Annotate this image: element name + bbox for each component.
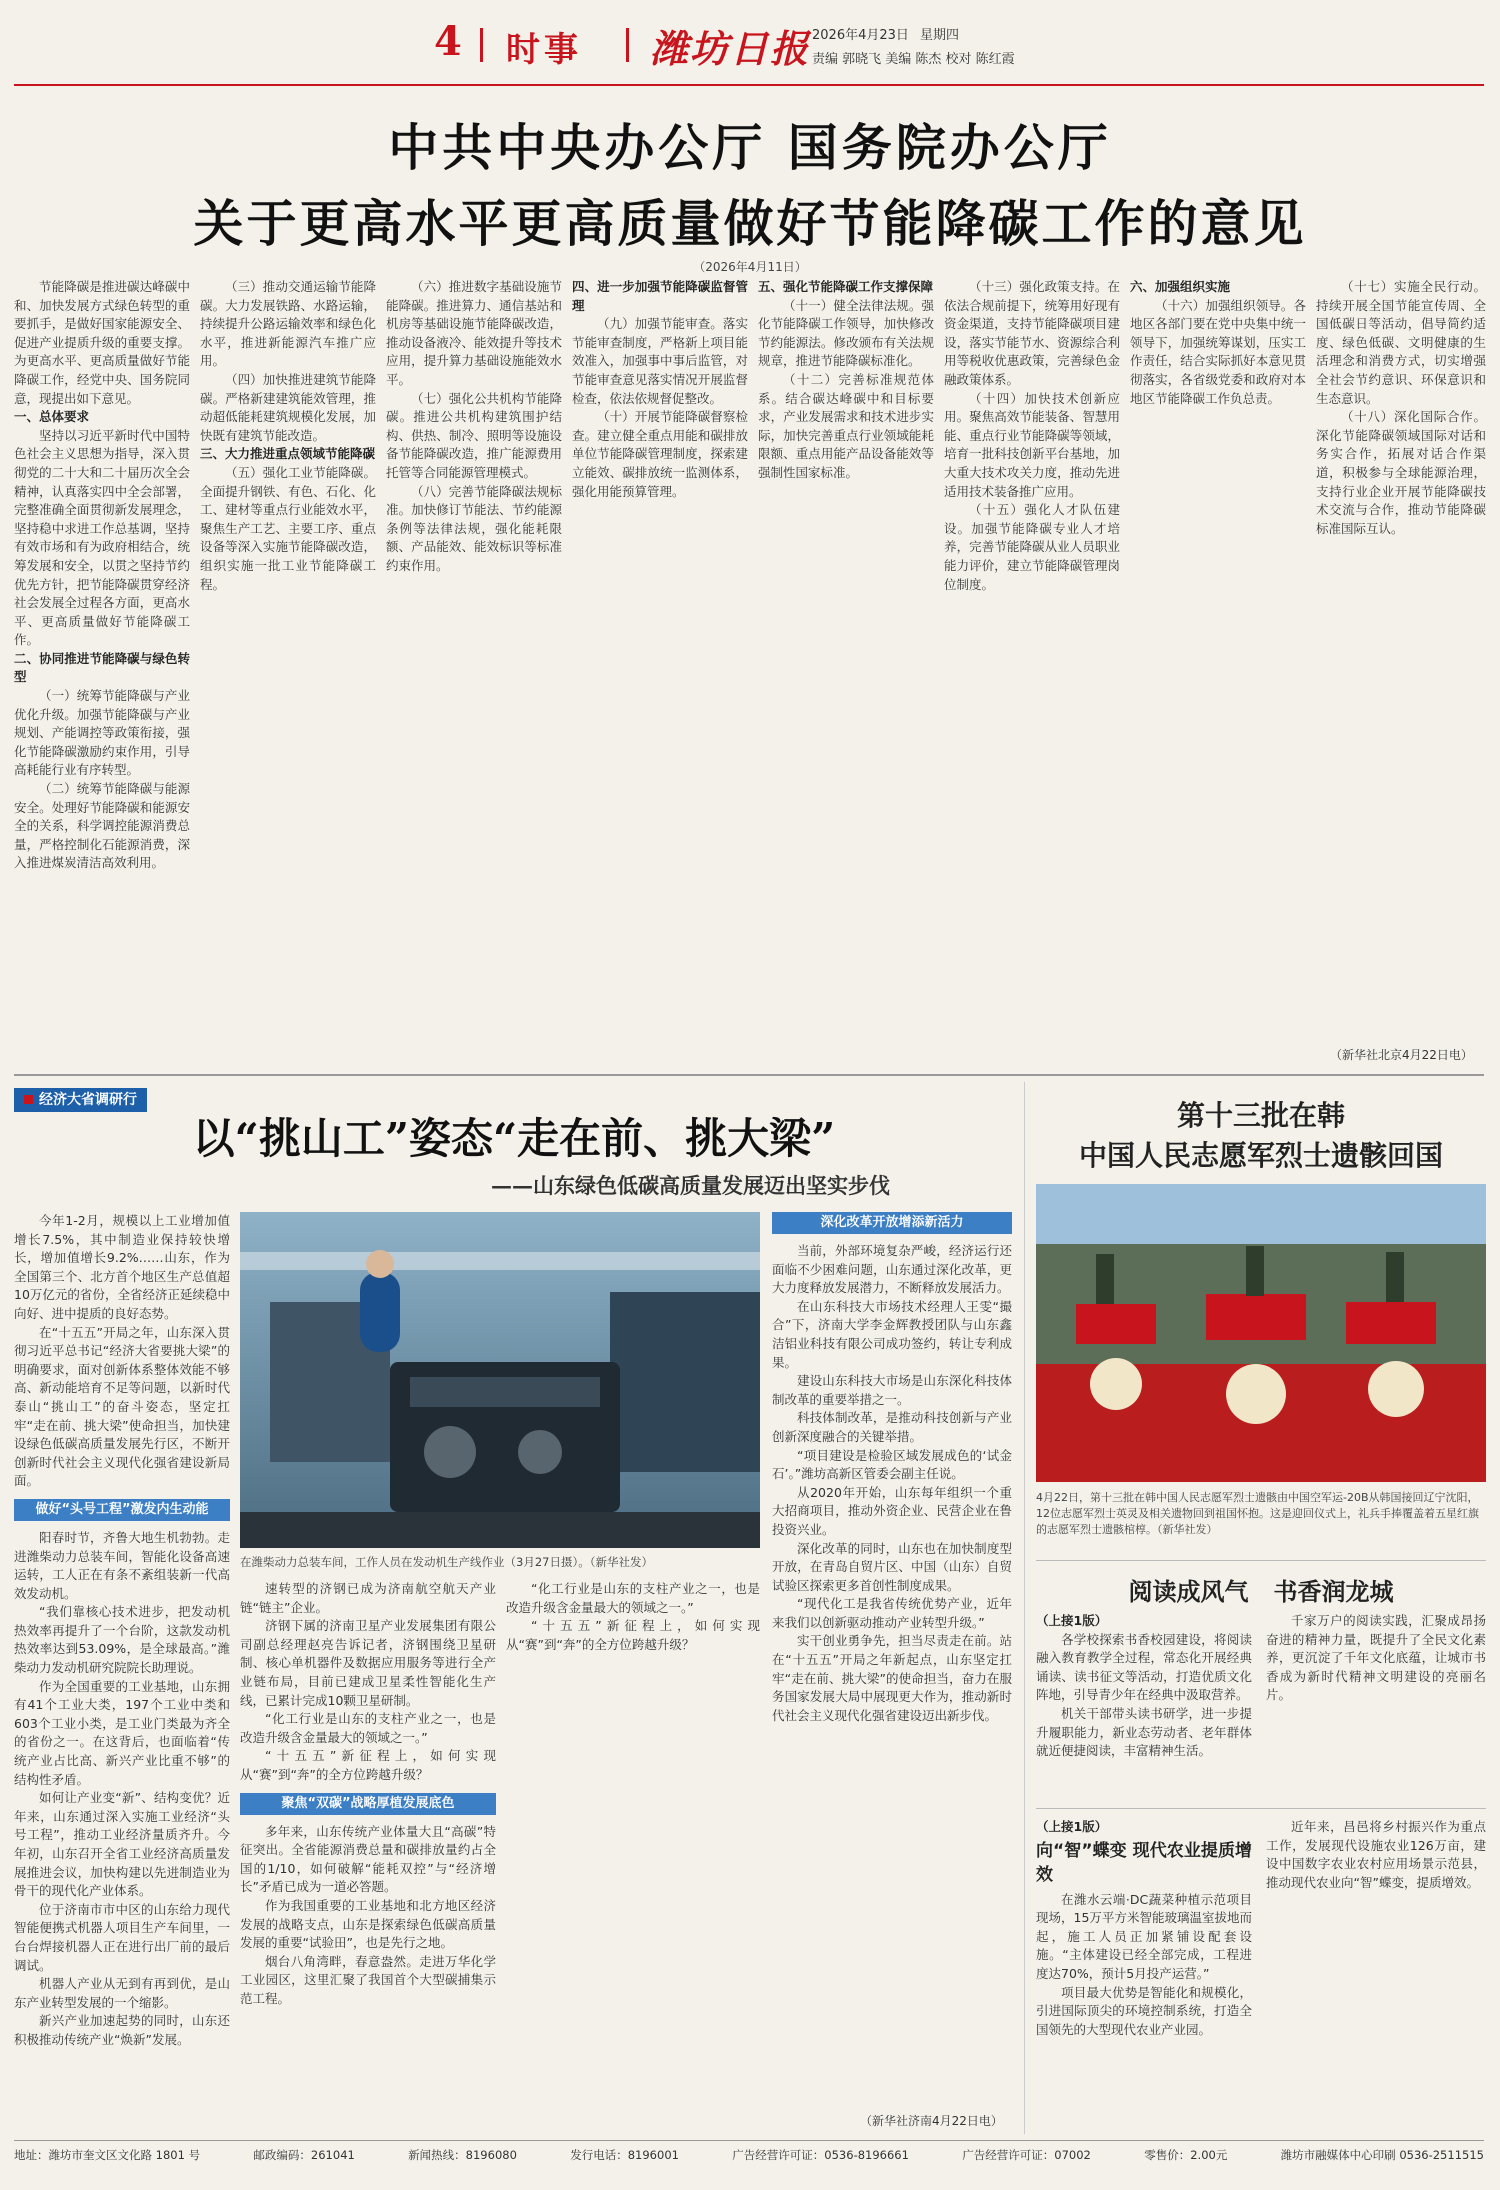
econ-column-1 xyxy=(14,1212,230,2126)
footer-postcode: 邮政编码：261041 xyxy=(253,2148,355,2162)
paragraph: 各学校探索书香校园建设，将阅读融入教育教学全过程，常态化开展经典诵读、读书征文等活动，打造优质文化阵地，引导青少年在经典中汲取营养。 xyxy=(1036,1631,1252,1703)
paragraph: （六）推进数字基础设施节能降碳。推进算力、通信基站和机房等基础设施节能降碳改造，推动设备液冷、能效提升等技术应用，提升算力基础设施能效水平。 xyxy=(386,279,562,387)
section-divider xyxy=(1036,1808,1486,1809)
paragraph: 阳春时节，齐鲁大地生机勃勃。走进潍柴动力总装车间，智能化设备高速运转，工人正在有条不紊组装新一代高效发动机。 xyxy=(14,1529,230,1601)
paragraph: 在潍水云端·DC蔬菜种植示范项目现场，15万平方米智能玻璃温室拔地而起，施工人员正加紧铺设配套设施。“主体建设已经全部完成，工程进度达70%，预计5月投产运营。” xyxy=(1036,1891,1252,1981)
lead-dateline: （2026年4月11日） xyxy=(693,260,807,274)
paragraph: “我们靠核心技术进步，把发动机热效率再提升了一个台阶，这款发动机热效率达到53.09%，是全球最高。”潍柴动力发动机研究院院长助理说。 xyxy=(14,1604,230,1676)
paragraph: 近年来，昌邑将乡村振兴作为重点工作，发展现代设施农业126万亩，建设中国数字农业农村应用场景示范县，推动现代农业向“智”蝶变，提质增效。 xyxy=(1266,1819,1486,1890)
paragraph: 坚持以习近平新时代中国特色社会主义思想为指导，深入贯彻党的二十大和二十届历次全会精神，认真落实四中全会部署，完整准确全面贯彻新发展理念，坚持稳中求进工作总基调，坚持有效市场和有为政府相结合，统筹发展和安全，以贯之坚持节约优先方针，把节能降碳贯穿经济社会发展全过程各方面，更高水平、更高质量做好节能降碳工作。 xyxy=(14,427,190,648)
lead-column-5 xyxy=(758,278,934,1066)
footer-bar xyxy=(14,2140,1484,2169)
paragraph: “十五五”新征程上，如何实现从“赛”到“奔”的全方位跨越升级？ xyxy=(240,1748,496,1782)
paper-logo: 潍坊日报 xyxy=(650,26,811,71)
page-number: 4 xyxy=(434,18,462,65)
column-divider xyxy=(1024,1082,1025,2134)
footer-news-tel: 新闻热线：8196080 xyxy=(408,2148,517,2162)
paragraph: （十四）加快技术创新应用。聚焦高效节能装备、智慧用能、重点行业节能降碳等领域，培育一批科技创新平台基地，加大重大技术攻关力度，推动先进适用技术装备推广应用。 xyxy=(944,390,1120,499)
paragraph: （七）强化公共机构节能降碳。推进公共机构建筑围护结构、供热、制冷、照明等设施设备节能降碳改造，推广能源费用托管等合同能源管理模式。 xyxy=(386,390,562,480)
footer-ad-tel: 广告经营许可证：0536-8196661 xyxy=(732,2148,909,2162)
paragraph: 项目最大优势是智能化和规模化，引进国际顶尖的环境控制系统，打造全国领先的大型现代农业产业园。 xyxy=(1036,1984,1252,2037)
agri-title-2: 现代农业提质增效 xyxy=(1036,1840,1252,1885)
paragraph: 如何让产业变“新”、结构变优？近年来，山东通过深入实施工业经济“头号工程”，推动工业经济量质齐升。今年初，山东召开全省工业经济高质量发展推进会议，加快构建以先进制造业为骨干的现代化产业体系。 xyxy=(14,1790,230,1899)
footer-printer: 潍坊市融媒体中心印刷 0536-2511515 xyxy=(1280,2148,1484,2162)
paragraph: 建设山东科技大市场是山东深化科技体制改革的重要举措之一。 xyxy=(772,1373,1012,1407)
paragraph: 深化改革的同时，山东也在加快制度型开放，在青岛自贸片区、中国（山东）自贸试验区探索更多首创性制度成果。 xyxy=(772,1540,1012,1593)
paragraph: （十六）加强组织领导。各地区各部门要在党中央集中统一领导下，加强统筹谋划，压实工作责任，结合实际抓好本意见贯彻落实，各省级党委和政府对本地区节能降碳工作负总责。 xyxy=(1130,297,1306,406)
sub-head: 深化改革开放增添新活力 xyxy=(772,1212,1012,1234)
paragraph: 位于济南市市中区的山东给力现代智能便携式机器人项目生产车间里，一台台焊接机器人正在进行出厂前的最后调试。 xyxy=(14,1901,230,1973)
paragraph: （十三）强化政策支持。在依法合规前提下，统筹用好现有资金渠道，支持节能降碳项目建设，落实节能节水、资源综合利用等税收优惠政策，完善绿色金融政策体系。 xyxy=(944,279,1120,387)
paragraph: 机器人产业从无到有再到优，是山东产业转型发展的一个缩影。 xyxy=(14,1976,230,2010)
continued-from: （上接1版） xyxy=(1036,1613,1108,1628)
lead-credit: （新华社北京4月22日电） xyxy=(1330,1048,1473,1062)
caption-text: 4月22日，第十三批在韩中国人民志愿军烈士遗骸由中国空军运-20B从韩国接回辽宁沈阳，12位志愿军烈士英灵及相关遗物回到祖国怀抱。这是迎回仪式上，礼兵手捧覆盖着五星红旗的志愿军烈士遗骸棺椁。 xyxy=(1036,1491,1479,1536)
paragraph: 从2020年开始，山东每年组织一个重大招商项目，推动外资企业、民营企业在鲁投资兴业。 xyxy=(772,1484,1012,1537)
paragraph: 新兴产业加速起势的同时，山东还积极推动传统产业“焕新”发展。 xyxy=(14,2013,230,2047)
ceremony-photo xyxy=(1036,1184,1486,1482)
paragraph: 当前，外部环境复杂严峻，经济运行还面临不少困难问题，山东通过深化改革，更大力度释放发展潜力，不断释放发展活力。 xyxy=(772,1243,1012,1296)
paragraph: 今年1-2月，规模以上工业增加值增长7.5%，其中制造业保持较快增长，增加值增长9.2%……山东，作为全国第三个、北方首个地区生产总值超10万亿元的省份，全省经济正延续稳中向好、进中提质的良好态势。 xyxy=(14,1213,230,1321)
caption-credit: （新华社发） xyxy=(1157,1523,1218,1536)
header-rule xyxy=(14,84,1484,86)
paragraph: （十二）完善标准规范体系。结合碳达峰碳中和目标要求，产业发展需求和技术进步实际，加快完善重点行业领域能耗限额、重点用能产品设备能效等强制性国家标准。 xyxy=(758,371,934,480)
econ-subtitle: ——山东绿色低碳高质量发展迈出坚实步伐 xyxy=(491,1173,890,1198)
paragraph: “化工行业是山东的支柱产业之一，也是改造升级含金量最大的领域之一。” xyxy=(240,1711,496,1745)
paragraph: 节能降碳是推进碳达峰碳中和、加快发展方式绿色转型的重要抓手，是做好国家能源安全、促进产业提质升级的重要支撑。为更高水平、更高质量做好节能降碳工作，经党中央、国务院同意，现提出如下意见。 xyxy=(14,279,190,406)
photo-caption: 在潍柴动力总装车间，工作人员在发动机生产线作业（3月27日摄）。（新华社发） xyxy=(240,1555,653,1569)
reading-title-1: 阅读成风气 xyxy=(1128,1577,1249,1606)
paragraph: （五）强化工业节能降碳。全面提升钢铁、有色、石化、化工、建材等重点行业能效水平，聚焦生产工艺、主要工序、重点设备等深入实施节能降碳改造，组织实施一批工业节能降碳工程。 xyxy=(200,464,376,592)
paragraph: 济钢下属的济南卫星产业发展集团有限公司副总经理赵亮告诉记者，济钢围绕卫星研制、核心单机器件及数据应用服务等进行全产业链布局，目前已建成卫星柔性智能化生产线，已累计完成10颗卫星研制。 xyxy=(240,1618,496,1708)
section-heading: 六、加强组织实施 xyxy=(1130,279,1231,294)
paragraph: 作为全国重要的工业基地，山东拥有41个工业大类，197个工业中类和603个工业小类，是工业门类最为齐全的省份之一。在这背后，也面临着“传统产业占比高、新兴产业比重不够”的结构性矛盾。 xyxy=(14,1678,230,1787)
paragraph: 烟台八角湾畔，春意盎然。走进万华化学工业园区，这里汇聚了我国首个大型碳捕集示范工程。 xyxy=(240,1953,496,2006)
lead-column-8 xyxy=(1316,278,1486,1038)
paragraph: （十一）健全法律法规。强化节能降碳工作领导，加快修改节约能源法。修改颁布有关法规规章，推进节能降碳标准化。 xyxy=(758,297,934,369)
econ-credit: （新华社济南4月22日电） xyxy=(860,2114,1003,2128)
section-divider xyxy=(1036,1560,1486,1561)
issue-date: 2026年4月23日 xyxy=(812,28,909,43)
reading-column-1 xyxy=(1036,1612,1252,1798)
engine-factory-photo xyxy=(240,1212,760,1548)
sub-head: 做好“头号工程”激发内生动能 xyxy=(14,1499,230,1521)
footer-address: 地址：潍坊市奎文区文化路 1801 号 xyxy=(14,2148,201,2162)
lead-column-3 xyxy=(386,278,562,1066)
section-heading: 三、大力推进重点领域节能降碳 xyxy=(200,446,376,462)
econ-column-4 xyxy=(772,1212,1012,2110)
lead-column-6 xyxy=(944,278,1120,1066)
lead-column-7 xyxy=(1130,278,1306,1066)
lead-column-4 xyxy=(572,278,748,1066)
econ-column-3 xyxy=(506,1580,760,2126)
paragraph: 速转型的济钢已成为济南航空航天产业链“链主”企业。 xyxy=(240,1581,496,1615)
paragraph: “现代化工是我省传统优势产业，近年来我们以创新驱动推动产业转型升级。” xyxy=(772,1596,1012,1630)
reading-title-2: 书香润龙城 xyxy=(1273,1577,1394,1606)
paragraph: （十七）实施全民行动。持续开展全国节能宣传周、全国低碳日等活动，倡导简约适度、绿色低碳、文明健康的生活理念和消费方式，切实增强全社会节约意识、环保意识和生态意识。 xyxy=(1316,279,1486,406)
agri-column-2 xyxy=(1266,1818,1486,2128)
paragraph: “十五五”新征程上，如何实现从“赛”到“奔”的全方位跨越升级？ xyxy=(506,1618,760,1652)
section-heading: 二、协同推进节能降碳与绿色转型 xyxy=(14,650,190,685)
paragraph: 作为我国重要的工业基地和北方地区经济发展的战略支点，山东是探索绿色低碳高质量发展的重要“试验田”，也是先行之地。 xyxy=(240,1897,496,1951)
paragraph: （三）推动交通运输节能降碳。大力发展铁路、水路运输，持续提升公路运输效率和绿色化水平，推进新能源汽车推广应用。 xyxy=(200,279,376,369)
paragraph: （二）统筹节能降碳与能源安全。处理好节能降碳和能源安全的关系，科学调控能源消费总量，严格控制化石能源消费，深入推进煤炭清洁高效利用。 xyxy=(14,781,190,871)
issue-weekday: 星期四 xyxy=(920,28,960,43)
agri-column-1 xyxy=(1036,1818,1252,2128)
paragraph: （八）完善节能降碳法规标准。加快修订节能法、节约能源条例等法律法规，强化能耗限额、产品能效、能效标识等标准约束作用。 xyxy=(386,483,562,573)
masthead xyxy=(0,0,1500,78)
lead-column-1 xyxy=(14,278,190,1066)
paragraph: （四）加快推进建筑节能降碳。严格新建建筑能效管理，推动超低能耗建筑规模化发展，加快既有建筑节能改造。 xyxy=(200,371,376,443)
paragraph: “化工行业是山东的支柱产业之一，也是改造升级含金量最大的领域之一。” xyxy=(506,1581,760,1615)
section-heading: 五、强化节能降碳工作支撑保障 xyxy=(758,279,934,294)
reading-title xyxy=(1036,1572,1486,1607)
paragraph: “项目建设是检验区域发展成色的‘试金石’。”潍坊高新区管委会副主任说。 xyxy=(772,1447,1012,1482)
section-divider xyxy=(14,1074,1484,1076)
agri-title xyxy=(1036,1839,1252,1887)
divider-bar xyxy=(480,28,483,62)
paragraph: （十五）强化人才队伍建设。加强节能降碳专业人才培养，完善节能降碳从业人员职业能力评价，建立节能降碳管理岗位制度。 xyxy=(944,502,1120,592)
ceremony-caption xyxy=(1036,1490,1486,1538)
divider-bar xyxy=(626,28,629,62)
martyrs-title-2: 中国人民志愿军烈士遗骸回国 xyxy=(1078,1139,1443,1172)
lead-title-line-1: 中共中央办公厅 国务院办公厅 xyxy=(388,118,1112,177)
paragraph: （十八）深化国际合作。深化节能降碳领域国际对话和务实合作，拓展对话合作渠道，积极参与全球能源治理，支持行业企业开展节能降碳技术交流与合作，推动节能降碳标准国际互认。 xyxy=(1316,409,1486,536)
martyrs-title-1: 第十三批在韩 xyxy=(1176,1099,1345,1132)
section-heading: 四、进一步加强节能降碳监督管理 xyxy=(572,279,748,313)
paragraph: （九）加强节能审查。落实节能审查制度，严格新上项目能效准入，加强事中事后监管，对节能审查意见落实情况开展监督检查，依法依规督促整改。 xyxy=(572,316,748,406)
footer-circulation-tel: 发行电话：8196001 xyxy=(570,2148,679,2162)
editor-credits: 责编 郭晓飞 美编 陈杰 校对 陈红霞 xyxy=(812,52,1015,67)
paragraph: （一）统筹节能降碳与产业优化升级。加强节能降碳与产业规划、产能调控等政策衔接，强化节能降碳激励约束作用，引导高耗能行业有序转型。 xyxy=(14,688,190,778)
paragraph: 千家万户的阅读实践，汇聚成昂扬奋进的精神力量，既提升了全民文化素养，更沉淀了千年文化底蕴，让城市书香成为新时代精神文明建设的亮丽名片。 xyxy=(1266,1613,1486,1703)
paragraph: 实干创业勇争先，担当尽责走在前。站在“十五五”开局之年新起点，山东坚定扛牢“走在前、挑大梁”的使命担当，奋力在服务国家发展大局中展现更大作为，推动新时代社会主义现代化强省建设迈出新步伐。 xyxy=(772,1633,1012,1723)
sub-head: 聚焦“双碳”战略厚植发展底色 xyxy=(240,1793,496,1815)
agri-title-1: 向“智”蝶变 xyxy=(1036,1840,1127,1861)
continued-from: （上接1版） xyxy=(1036,1819,1108,1834)
section-heading: 一、总体要求 xyxy=(14,409,90,425)
lead-column-2 xyxy=(200,278,376,1066)
section-tag-label: 经济大省调研行 xyxy=(39,1092,137,1108)
paragraph: 机关干部带头读书研学，进一步提升履职能力，新业态劳动者、老年群体就近便捷阅读，丰富精神生活。 xyxy=(1036,1705,1252,1759)
lead-title-line-2: 关于更高水平更高质量做好节能降碳工作的意见 xyxy=(193,194,1307,253)
paragraph: 科技体制改革，是推动科技创新与产业创新深度融合的关键举措。 xyxy=(772,1410,1012,1444)
econ-column-2 xyxy=(240,1580,496,2126)
econ-title: 以“挑山工”姿态“走在前、挑大梁” xyxy=(192,1114,836,1163)
paragraph: 在“十五五”开局之年，山东深入贯彻习近平总书记“经济大省要挑大梁”的明确要求，面对创新体系整体效能不够高、新动能培育不足等问题，以新时代泰山“挑山工”的奋斗姿态，坚定扛牢“走在前、挑大梁”使命担当，加快建设绿色低碳高质量发展先行区，不断开创新时代社会主义现代化强省建设新局面。 xyxy=(14,1324,230,1489)
paragraph: 在山东科技大市场技术经理人王雯“撮合”下，济南大学李金辉教授团队与山东鑫洁铝业科技有限公司成功签约，转让专利成果。 xyxy=(772,1298,1012,1370)
footer-license: 广告经营许可证：07002 xyxy=(962,2148,1091,2162)
section-title: 时事 xyxy=(506,30,582,70)
paragraph: （十）开展节能降碳督察检查。建立健全重点用能和碳排放单位节能降碳管理制度，探索建立能效、碳排放统一监测体系，强化用能预算管理。 xyxy=(572,409,748,499)
paragraph: 多年来，山东传统产业体量大且“高碳”特征突出。全省能源消费总量和碳排放量约占全国的1/10，如何破解“能耗双控”与“经济增长”矛盾已成为一道必答题。 xyxy=(240,1823,496,1895)
reading-column-2 xyxy=(1266,1612,1486,1798)
footer-price: 零售价：2.00元 xyxy=(1144,2148,1228,2162)
square-icon xyxy=(24,1095,33,1104)
